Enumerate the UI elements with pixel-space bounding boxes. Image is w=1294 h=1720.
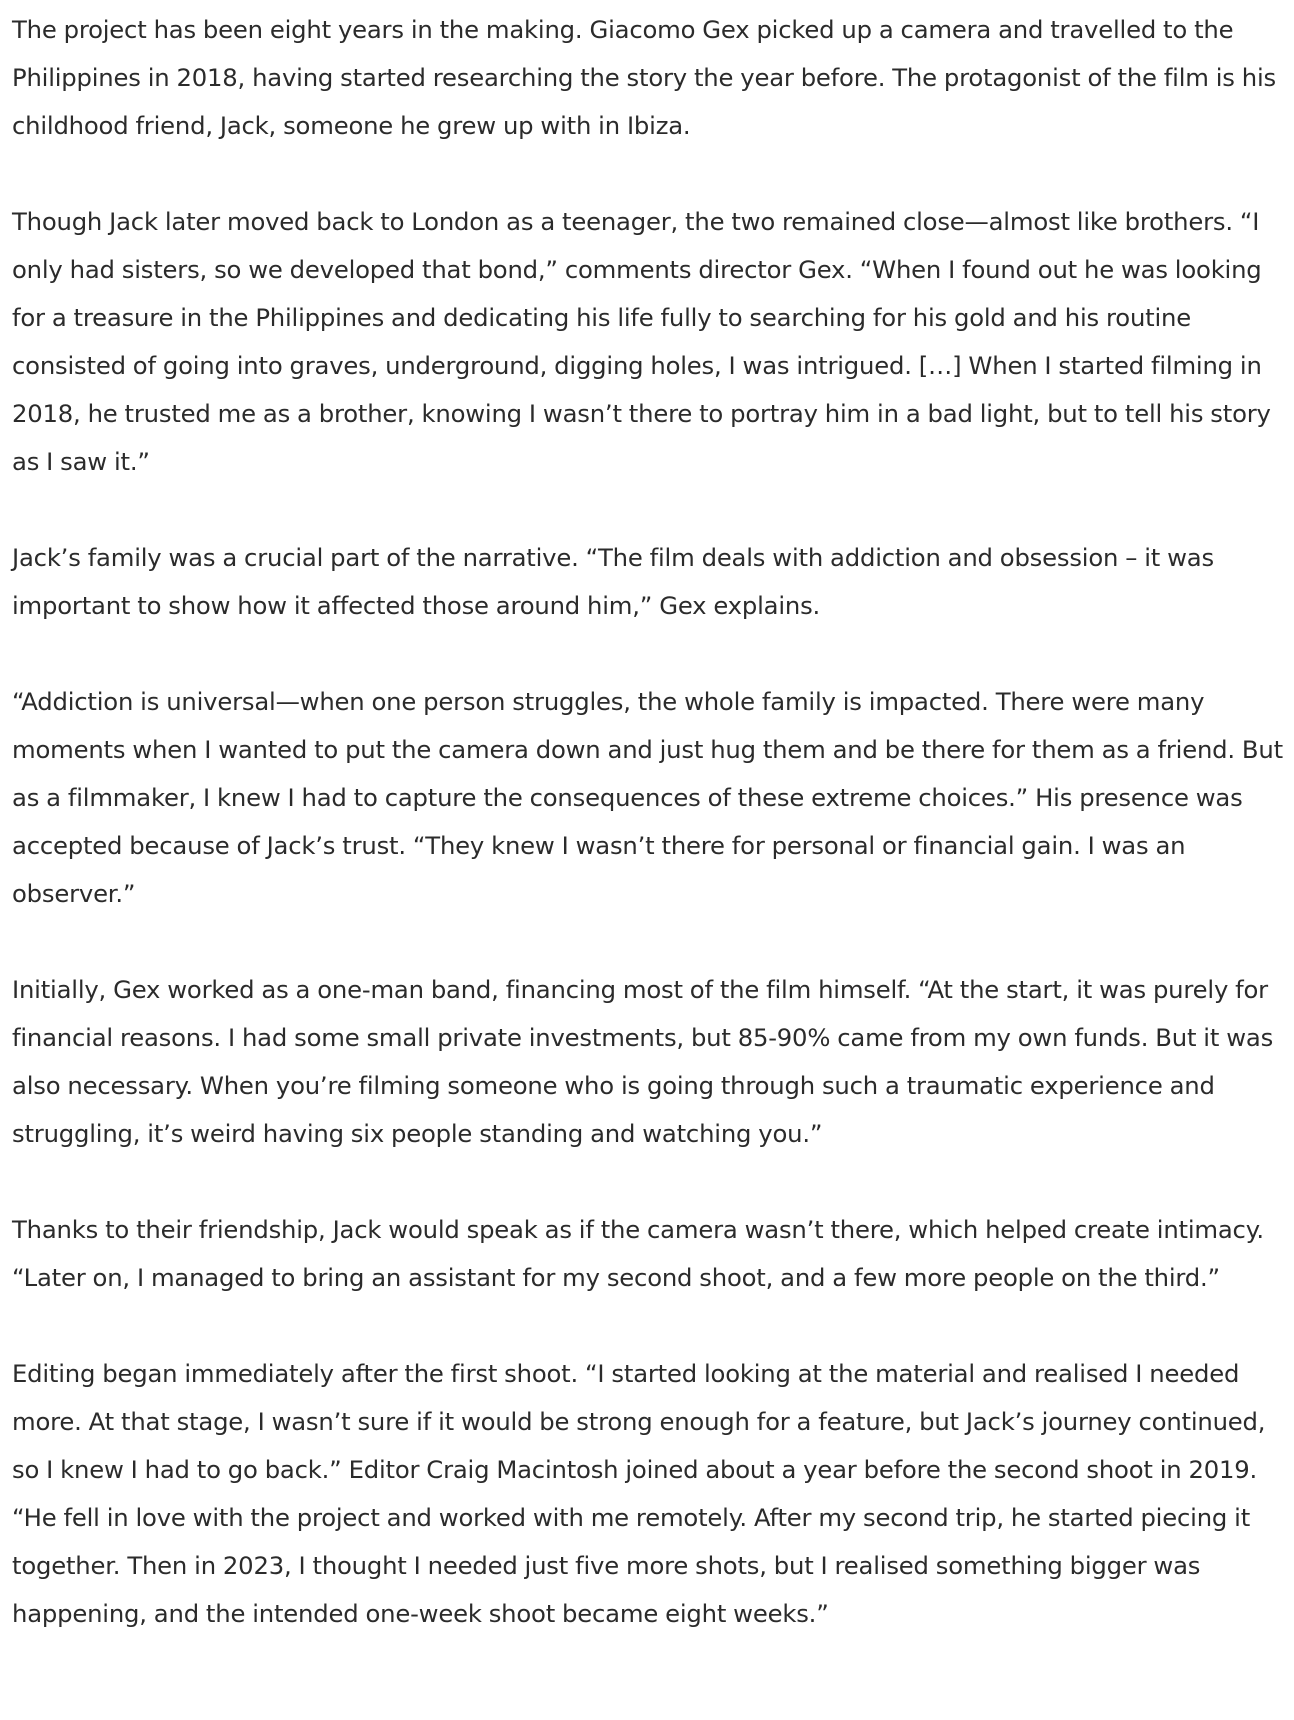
article-paragraph: “Addiction is universal—when one person struggles, the whole family is impacted. There were many moments when I wanted to put the camera down and just hug them and be there for them as a friend. But as a filmmaker, I knew I had to capture the consequences of these extreme choices.” His presence was accepted because of Jack’s trust. “They knew I wasn’t there for personal or financial gain. I was an observer.”: [12, 687, 1283, 908]
article-paragraph: Initially, Gex worked as a one-man band, financing most of the film himself. “At the start, it was purely for financial reasons. I had some small private investments, but 85-90% came from my own funds. But it was also necessary. When you’re filming someone who is going through such a traumatic experience and struggling, it’s weird having six people standing and watching you.”: [12, 975, 1274, 1148]
article-paragraph: Though Jack later moved back to London as a teenager, the two remained close—almost like brothers. “I only had sisters, so we developed that bond,” comments director Gex. “When I found out he was looking for a treasure in the Philippines and dedicating his life fully to searching for his gold and his routine consisted of going into graves, underground, digging holes, I was intrigued. […] When I started filming in 2018, he trusted me as a brother, knowing I wasn’t there to portray him in a bad light, but to tell his story as I saw it.”: [12, 207, 1271, 476]
article-paragraph: Jack’s family was a crucial part of the narrative. “The film deals with addiction and obsession – it was important to show how it affected those around him,” Gex explains.: [12, 543, 1214, 620]
article-paragraph: Thanks to their friendship, Jack would speak as if the camera wasn’t there, which helped create intimacy. “Later on, I managed to bring an assistant for my second shoot, and a few more people on the third.”: [12, 1215, 1264, 1292]
article-paragraph: Editing began immediately after the first shoot. “I started looking at the material and realised I needed more. At that stage, I wasn’t sure if it would be strong enough for a feature, but Jack’s journey continued, so I knew I had to go back.” Editor Craig Macintosh joined about a year before the second shoot in 2019. “He fell in love with the project and worked with me remotely. After my second trip, he started piecing it together. Then in 2023, I thought I needed just five more shots, but I realised something bigger was happening, and the intended one-week shoot became eight weeks.”: [12, 1359, 1266, 1628]
article-paragraph: The project has been eight years in the making. Giacomo Gex picked up a camera and travelled to the Philippines in 2018, having started researching the story the year before. The protagonist of the film is his childhood friend, Jack, someone he grew up with in Ibiza.: [12, 15, 1276, 140]
